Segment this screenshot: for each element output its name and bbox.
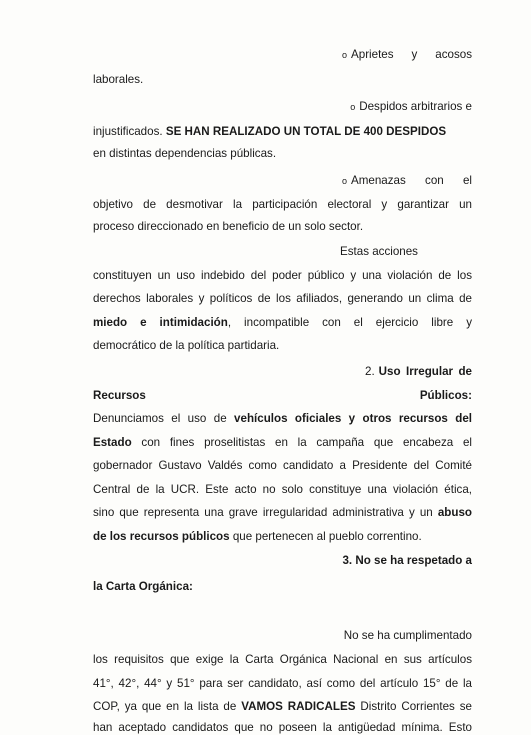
bullet-item-2-line2: injustificados. SE HAN REALIZADO UN TOTAL DE 400 DESPIDOS [93,125,447,138]
bullet-item-2-line1: o Despidos arbitrarios e [350,100,472,113]
section-2-line5: sino que representa una grave irregularidad administrativa y un abuso [93,506,472,519]
bullet-item-1-line2: laborales. [93,73,144,86]
highlight-miedo: miedo e intimidación [93,316,228,329]
bullet-item-1-line1: o Aprietes y acosos [342,48,472,61]
section-3-line3: 41°, 42°, 44° y 51° para ser candidato, así como del artículo 15° de la [93,677,472,690]
section-2-line1: Denunciamos el uso de vehículos oficiales y otros recursos del [93,412,472,425]
bullet-marker: o [342,50,348,60]
paragraph-1-line1: Estas acciones [340,245,418,258]
highlight-despidos: SE HAN REALIZADO UN TOTAL DE 400 DESPIDOS [165,125,447,138]
bullet-item-2-line3: en distintas dependencias públicas. [93,147,277,160]
bullet-item-3-line3: proceso direccionado en beneficio de un solo sector. [93,220,364,233]
section-2-heading-line1: 2. Uso Irregular de [365,365,472,378]
bullet-item-3-line2: objetivo de desmotivar la participación electoral y garantizar un [93,198,472,211]
section-3-line2: los requisitos que exige la Carta Orgánica Nacional en sus artículos [93,653,472,666]
section-3-line1: No se ha cumplimentado [343,629,472,642]
paragraph-1-line3: derechos laborales y políticos de los afiliados, generando un clima de [93,292,472,305]
paragraph-1-line2: constituyen un uso indebido del poder público y una violación de los [93,269,472,282]
section-3-line5: han aceptado candidatos que no poseen la antigüedad mínima. Esto [93,721,472,734]
section-2-line3: gobernador Gustavo Valdés como candidato a Presidente del Comité [93,459,472,472]
section-3-heading-line2: la Carta Orgánica: [93,580,193,593]
section-2-line6: de los recursos públicos que pertenecen al pueblo correntino. [93,530,422,543]
bullet-item-3-line1: o Amenazas con el [342,174,472,187]
section-3-line4: COP, ya que en la lista de VAMOS RADICALES Distrito Corrientes se [93,700,472,713]
paragraph-1-line5: democrático de la política partidaria. [93,339,280,352]
paragraph-1-line4: miedo e intimidación, incompatible con el ejercicio libre y [93,316,472,329]
section-2-heading-line2: Recursos Públicos: [93,389,472,402]
section-2-line2: Estado con fines proselitistas en la campaña que encabeza el [93,436,472,449]
section-2-line4: Central de la UCR. Este acto no solo constituye una violación ética, [93,483,472,496]
section-3-heading-line1: 3. No se ha respetado a [342,554,472,567]
